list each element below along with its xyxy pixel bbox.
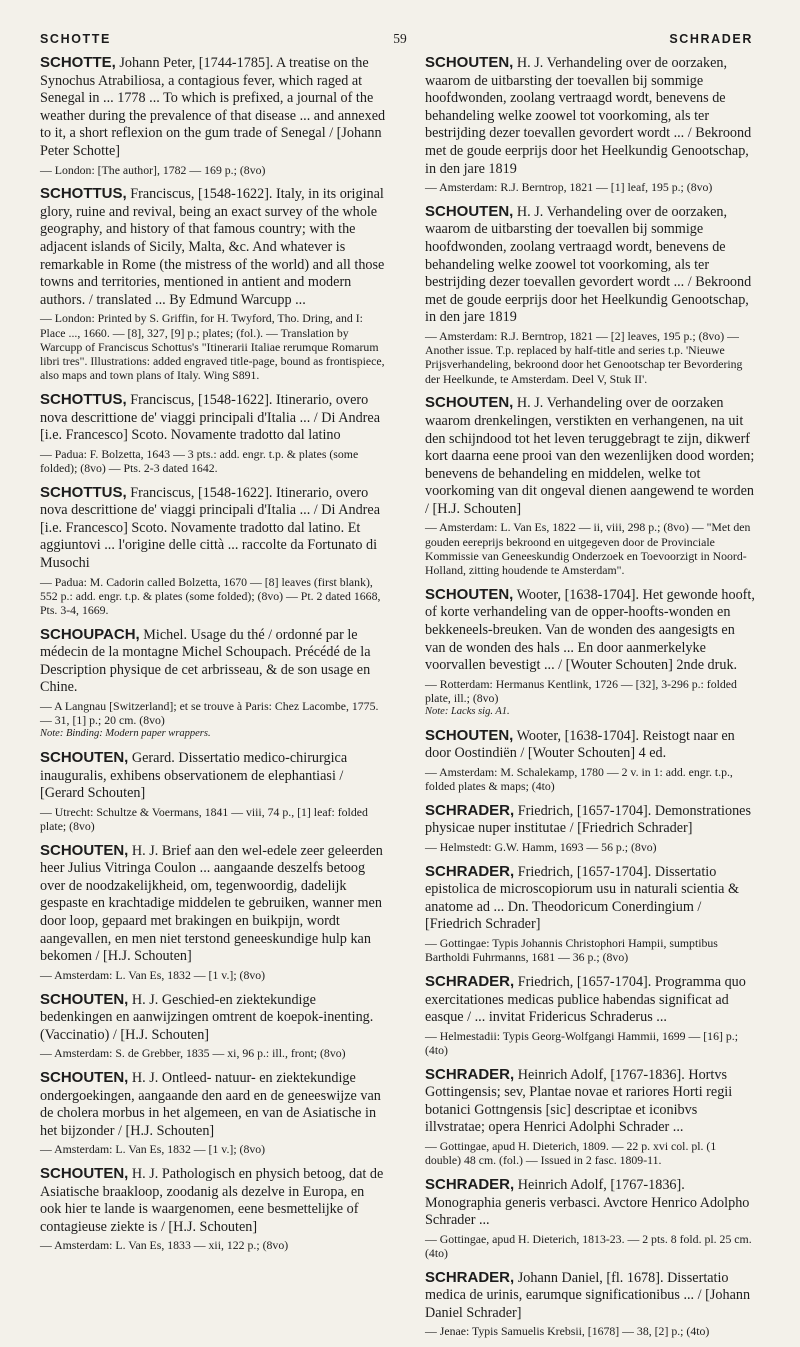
catalog-entry bbox=[40, 484, 387, 618]
entry-description bbox=[425, 802, 755, 838]
entry-description bbox=[425, 203, 755, 327]
entry-headword: SCHOUTEN, bbox=[40, 841, 129, 859]
catalog-entry bbox=[40, 1069, 387, 1157]
right-column bbox=[425, 54, 755, 1347]
entry-headword: SCHOUTEN, bbox=[40, 748, 129, 766]
entry-imprint: — Amsterdam: R.J. Berntrop, 1821 — [1] leaf, 195 p.; (8vo) bbox=[425, 180, 713, 195]
entry-title-text: Michel. Usage du thé / ordonné par le médecin de la montagne Michel Schoupach. Précédé de la Description physique de cet arbrisseau, & de son usage en Chine. bbox=[40, 626, 371, 696]
entry-title-text: Franciscus, [1548-1622]. Italy, in its original glory, ruine and revival, being an exact survey of the whole geography, and history of that famous country; with the adjacent islands of Sicily, Malta, &c. And whatever is remarkable in Rome (the mistress of the world) and all those towns and territories, mentioned in antient and modern authors. / translated ... By Edmund Warcupp ... bbox=[40, 186, 385, 308]
entry-imprint: — Helmstedt: G.W. Hamm, 1693 — 56 p.; (8vo) bbox=[425, 839, 657, 854]
entry-imprint: — Jenae: Typis Samuelis Krebsii, [1678] — 38, [2] p.; (4to) bbox=[425, 1324, 710, 1339]
entry-imprint: — Amsterdam: M. Schalekamp, 1780 — 2 v. in 1: add. engr. t.p., folded plates & maps; (4to) bbox=[425, 764, 733, 794]
entry-imprint: — Amsterdam: S. de Grebber, 1835 — xi, 96 p.: ill., front; (8vo) bbox=[40, 1046, 346, 1061]
catalog-entry bbox=[425, 1176, 755, 1260]
entry-description bbox=[425, 1066, 755, 1137]
catalog-entry bbox=[40, 991, 387, 1061]
entry-imprint: — Amsterdam: L. Van Es, 1832 — [1 v.]; (8vo) bbox=[40, 1142, 266, 1157]
entry-headword: SCHOUTEN, bbox=[425, 726, 514, 744]
catalog-entry bbox=[40, 1165, 387, 1253]
catalog-entry bbox=[425, 394, 755, 577]
entry-title-text: Friedrich, [1657-1704]. Demonstrationes physicae nuper institutae / [Friedrich Schrader] bbox=[425, 802, 751, 837]
entry-headword: SCHOTTUS, bbox=[40, 483, 127, 501]
entry-imprint: — Amsterdam: L. Van Es, 1832 — [1 v.]; (8vo) bbox=[40, 967, 266, 982]
catalog-entry bbox=[425, 727, 755, 794]
entry-headword: SCHOUPACH, bbox=[40, 625, 140, 643]
page-number: 59 bbox=[393, 31, 407, 46]
entry-description bbox=[425, 863, 755, 934]
entry-title-text: Franciscus, [1548-1622]. Itinerario, overo nova descrittione de' viaggi principali d'Italia ... / Di Andrea [i.e. Francesco] Scoto. Novamente tradotto dal latino bbox=[40, 391, 380, 444]
running-header bbox=[0, 0, 800, 50]
catalog-entry bbox=[40, 391, 387, 475]
entry-imprint: — Helmestadii: Typis Georg-Wolfgangi Hammii, 1699 — [16] p.; (4to) bbox=[425, 1028, 738, 1057]
entry-headword: SCHOTTE, bbox=[40, 54, 116, 71]
entry-description bbox=[40, 749, 387, 803]
entry-description bbox=[40, 842, 387, 966]
entry-imprint: — Padua: M. Cadorin called Bolzetta, 1670 — [8] leaves (first blank), 552 p.: add. engr. t.p. & plates (some folded); (8vo) — Pt. 2 dated 1668, Pts. 3-4, 1669. bbox=[40, 574, 381, 617]
entry-imprint: — Utrecht: Schultze & Voermans, 1841 — viii, 74 p., [1] leaf: folded plate; (8vo) bbox=[40, 804, 368, 833]
entry-headword: SCHOUTEN, bbox=[40, 990, 129, 1008]
catalog-entry bbox=[425, 54, 755, 194]
entry-title-text: H. J. Verhandeling over de oorzaken, waarom de uitbarsting der toevallen bij sommige hoofdwonden, zoolang vertraagd wordt, benevens de behandeling welke zoowel tot voorkoming, als ter bestrijding dezer toevallen gevordert wordt ... / Bekroond met de goude eerprijs door het Heelkundig Genootschap, in den jare 1819 bbox=[425, 55, 752, 177]
entry-title-text: Friedrich, [1657-1704]. Programma quo exercitationes medicas publice habendas significat ad easque / ... invitat Fridericus Schraderus ... bbox=[425, 973, 746, 1026]
entry-headword: SCHOUTEN, bbox=[40, 1069, 129, 1087]
entry-headword: SCHRADER, bbox=[425, 862, 515, 880]
entry-headword: SCHRADER, bbox=[425, 801, 515, 819]
entry-description bbox=[40, 54, 387, 161]
entry-description bbox=[40, 484, 387, 573]
entry-headword: SCHRADER, bbox=[425, 1175, 515, 1193]
entry-title-text: Johann Peter, [1744-1785]. A treatise on the Synochus Atrabiliosa, a contagious fever, which raged at Senegal in ... 1778 ... To which is prefixed, a journal of the weather during the prevalence of that disease ... and annexed to it, a short reflexion on the gum trade of Senegal / [Johann Peter Schotte] bbox=[40, 55, 386, 159]
entry-title-text: Franciscus, [1548-1622]. Itinerario, overo nova descrittione de' viaggi principali d'Italia ... / Di Andrea [i.e. Francesco] Scoto. Novamente tradotto dal latino. Et aggiuntovi ... l'origine delle città ... raccolte da Fortunato di Musochi bbox=[40, 484, 380, 571]
entry-description bbox=[40, 1165, 387, 1236]
entry-title-text: Gerard. Dissertatio medico-chirurgica inauguralis, exhibens observationem de elephantiasi / [Gerard Schouten] bbox=[40, 749, 348, 802]
entry-imprint: — Gottingae: Typis Johannis Christophori Hampii, sumptibus Bartholdi Fuhrmanns, 1681 — 36 p.; (8vo) bbox=[425, 936, 718, 965]
left-column bbox=[40, 54, 387, 1261]
entry-description bbox=[425, 394, 755, 518]
entry-title-text: Johann Daniel, [fl. 1678]. Dissertatio medica de urinis, earumque significationibus ... / [Johann Daniel Schrader] bbox=[425, 1269, 751, 1321]
entry-title-text: Heinrich Adolf, [1767-1836]. Hortvs Gottingensis; sev, Plantae novae et rariores Horti regii botanici Gottngensis [sic] descriptae et iconibvs illvstratae; opera Henrici Adolphi Schrader ... bbox=[425, 1066, 733, 1136]
entry-description bbox=[425, 586, 755, 675]
entry-title-text: H. J. Ontleed- natuur- en ziektekundige ondergoekingen, aangaande den aard en de geneeswijze van de cholera morbus in het algemeen, en van de Asiatische in het bijzonder / [H.J. Schouten] bbox=[40, 1070, 381, 1139]
catalog-entry bbox=[40, 842, 387, 982]
header-left-guide-word: SCHOTTE bbox=[40, 32, 111, 46]
entry-description bbox=[425, 54, 755, 178]
catalog-entry bbox=[40, 54, 387, 177]
entry-title-text: Friedrich, [1657-1704]. Dissertatio epistolica de microscopiorum usu in naturali scientia & anatome ad ... Dn. Theodoricum Conerdingium / [Friedrich Schrader] bbox=[425, 863, 740, 933]
entry-imprint: — Gottingae, apud H. Dieterich, 1809. — 22 p. xvi col. pl. (1 double) 48 cm. (fol.) — Issued in 2 fasc. 1809-11. bbox=[425, 1139, 717, 1168]
entry-title-text: H. J. Geschied-en ziektekundige bedenkingen en aanwijzingen omtrent de koepok-inenting. (Vaccinatio) / [H.J. Schouten] bbox=[40, 991, 374, 1043]
entry-headword: SCHOUTEN, bbox=[425, 54, 514, 71]
entry-headword: SCHOTTUS, bbox=[40, 185, 127, 203]
entry-title-text: H. J. Verhandeling over de oorzaken, waarom de uitbarsting der toevallen bij sommige hoofdwonden, zoolang vertraagd wordt, benevens de behandeling welke zoowel tot voorkoming, als ter bestrijding dezer toevallen gevordert wordt ... / Bekroond met de goude eerprijs door het Heelkundig Genootschap, in den jare 1819 bbox=[425, 203, 752, 326]
entry-imprint: — Amsterdam: R.J. Berntrop, 1821 — [2] leaves, 195 p.; (8vo) — Another issue. T.p. replaced by half-title and series t.p. 'Nieuwe Prijsverhandeling, bekroond door het Genootschap ter Bevordering der Heelkunde, te Amsterdam. Deel V, Stuk II'. bbox=[425, 329, 743, 386]
entry-headword: SCHOUTEN, bbox=[40, 1165, 129, 1183]
entry-title-text: H. J. Verhandeling over de oorzaken waarom drenkelingen, verstikten en verhangenen, na uit den schijndood tot het leven teruggebragt te zijn, dikwerf kort daarna eene prooi van den wezenlijken dood worden; benevens de behandeling en middelen, welke tot voorkoming van dit ongeval dienen aangewend te worden / [H.J. Schouten] bbox=[425, 395, 755, 517]
entry-description bbox=[40, 626, 387, 697]
entry-title-text: Heinrich Adolf, [1767-1836]. Monographia generis verbasci. Avctore Henrico Adolpho Schrader ... bbox=[425, 1176, 750, 1229]
entry-headword: SCHRADER, bbox=[425, 1065, 515, 1083]
catalog-entry bbox=[425, 1066, 755, 1168]
entry-note: Note: Lacks sig. A1. bbox=[425, 706, 510, 718]
entry-imprint: — London: Printed by S. Griffin, for H. Twyford, Tho. Dring, and I: Place ..., 1660. — [8], 327, [9] p.; plates; (fol.). — Translation by Warcupp of Franciscus Schottus's "Itinerarii Italiae rerumque Romarum libri tres". Illustrations: added engraved title-page, bound as frontispiece, also maps and town plans of Italy. Wing S891. bbox=[40, 311, 385, 383]
entry-description bbox=[425, 1176, 755, 1230]
entry-headword: SCHOTTUS, bbox=[40, 390, 127, 408]
entry-headword: SCHRADER, bbox=[425, 972, 515, 990]
entry-imprint: — Rotterdam: Hermanus Kentlink, 1726 — [32], 3-296 p.: folded plate, ill.; (8vo) bbox=[425, 676, 737, 705]
header-right-guide-word: SCHRADER bbox=[669, 32, 753, 46]
catalog-entry bbox=[425, 203, 755, 386]
entry-title-text: Wooter, [1638-1704]. Het gewonde hooft, of korte verhandeling van de opper-hoofts-wonden en bekkeneels-breuken. Van de wonden des aangesigts en van de wonden des hals ... En door aanmerkelyke voorvallen bevestigt ... / [Wouter Schouten] 2nde druk. bbox=[425, 586, 755, 674]
entry-description bbox=[40, 391, 387, 445]
catalog-entry bbox=[425, 802, 755, 854]
entry-description bbox=[425, 973, 755, 1027]
entry-headword: SCHOUTEN, bbox=[425, 585, 514, 603]
catalog-entry bbox=[40, 626, 387, 741]
entry-title-text: Wooter, [1638-1704]. Reistogt naar en door Oostindiën / [Wouter Schouten] 4 ed. bbox=[425, 727, 735, 762]
entry-headword: SCHRADER, bbox=[425, 1268, 515, 1286]
entry-description bbox=[40, 991, 387, 1045]
entry-title-text: H. J. Pathologisch en physich betoog, dat de Asiatische braakloop, zoodanig als dezelve in Europa, en ook hier te lande is waargenomen, eene besmettelijke of contagieuse ziekte is / [H.J. Schouten] bbox=[40, 1166, 384, 1235]
catalog-entry bbox=[40, 185, 387, 382]
catalog-entry bbox=[425, 863, 755, 965]
entry-headword: SCHOUTEN, bbox=[425, 202, 514, 220]
entry-imprint: — Gottingae, apud H. Dieterich, 1813-23. — 2 pts. 8 fold. pl. 25 cm. (4to) bbox=[425, 1231, 752, 1260]
entry-imprint: — A Langnau [Switzerland]; et se trouve à Paris: Chez Lacombe, 1775. — 31, [1] p.; 20 cm. (8vo) bbox=[40, 699, 379, 728]
catalog-entry bbox=[425, 973, 755, 1057]
catalog-entry bbox=[425, 1269, 755, 1339]
entry-headword: SCHOUTEN, bbox=[425, 394, 514, 412]
entry-note: Note: Binding: Modern paper wrappers. bbox=[40, 728, 211, 740]
catalog-entry bbox=[425, 586, 755, 718]
entry-description bbox=[40, 1069, 387, 1140]
entry-description bbox=[40, 185, 387, 309]
entry-description bbox=[425, 1269, 755, 1323]
entry-imprint: — Amsterdam: L. Van Es, 1833 — xii, 122 p.; (8vo) bbox=[40, 1238, 289, 1253]
entry-description bbox=[425, 727, 755, 763]
entry-title-text: H. J. Brief aan den wel-edele zeer geleerden heer Julius Vitringa Coulon ... aangaande deszelfs betoog over de noodzakelijkheid, om, tegenwoordig, dadelijk gespaste en krachtadige middelen te gebruiken, wanner men door loop, gepaard met brakingen en buikpijn, wordt aangevallen, en men niet terstond geneeskundige hulp kan bekomen / [H.J. Schouten] bbox=[40, 842, 383, 965]
catalog-entry bbox=[40, 749, 387, 833]
entry-imprint: — Amsterdam: L. Van Es, 1822 — ii, viii, 298 p.; (8vo) — "Met den gouden eereprijs bekroond en uitgegeven door de Provinciale Kommissie van Geneeskundig Onderzoek en Toevoorzigt in Noord-Holland, zitting houdende te Amsterdam". bbox=[425, 520, 751, 578]
entry-imprint: — Padua: F. Bolzetta, 1643 — 3 pts.: add. engr. t.p. & plates (some folded); (8vo) — Pts. 2-3 dated 1642. bbox=[40, 446, 359, 475]
entry-imprint: — London: [The author], 1782 — 169 p.; (8vo) bbox=[40, 162, 266, 177]
